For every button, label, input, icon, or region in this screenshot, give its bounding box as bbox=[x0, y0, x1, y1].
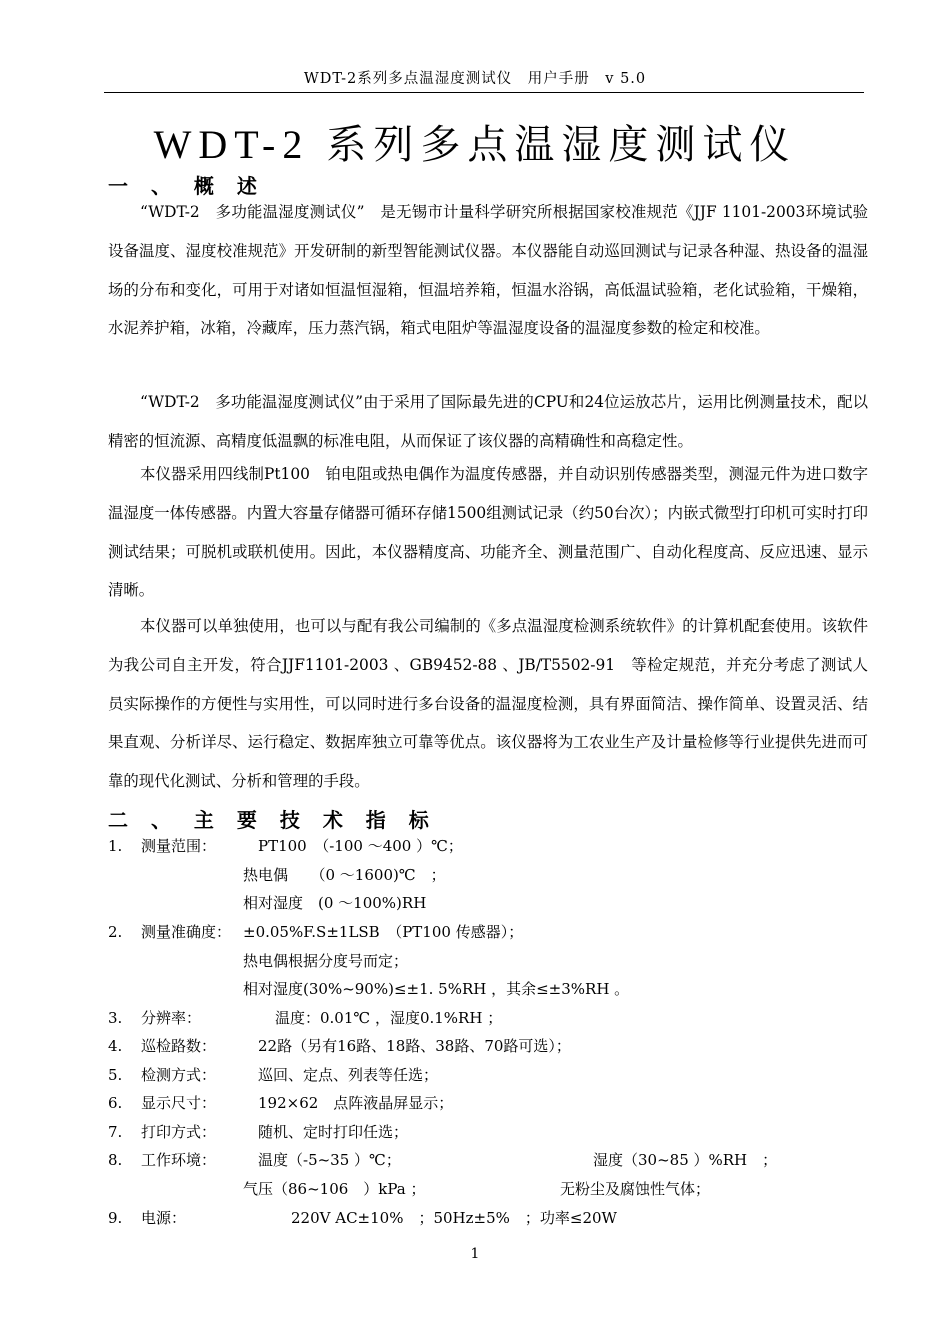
spec-number: 1. bbox=[108, 837, 123, 855]
overview-paragraph-4: 本仪器可以单独使用，也可以与配有我公司编制的《多点温湿度检测系统软件》的计算机配套使用。该软件为我公司自主开发，符合JJF1101-2003 、GB9452-88 、JB/T5502-91 等检定规范，并充分考虑了测试人员实际操作的方便性与实用性，可以同时进行多台设备的温湿度检测，具有界面简洁、操作简单、设置灵活、结果直观、分析详尽、运行稳定、数据库独立可靠等优点。该仪器将为工农业生产及计量检修等行业提供先进而可靠的现代化测试、分析和管理的手段。 bbox=[108, 617, 868, 791]
overview-paragraph-3: 本仪器采用四线制Pt100 铂电阻或热电偶作为温度传感器，并自动识别传感器类型，测湿元件为进口数字温湿度一体传感器。内置大容量存储器可循环存储1500组测试记录（约50台次）；内嵌式微型打印机可实时打印测试结果；可脱机或联机使用。因此，本仪器精度高、功能齐全、测量范围广、自动化程度高、反应迅速、显示清晰。 bbox=[108, 465, 868, 600]
spec-value: 无粉尘及腐蚀性气体； bbox=[560, 1180, 711, 1198]
spec-number: 5. bbox=[108, 1066, 123, 1084]
spec-value: 220V AC±10% ；50Hz±5% ；功率≤20W bbox=[291, 1209, 617, 1227]
spec-value: PT100 （-100 ～400 ）℃； bbox=[258, 837, 463, 855]
overview-paragraph-1: “WDT-2 多功能温湿度测试仪” 是无锡市计量科学研究所根据国家校准规范《JJF 1101-2003环境试验设备温度、湿度校准规范》开发研制的新型智能测试仪器。本仪器能自动巡回测试与记录各种湿、热设备的温湿场的分布和变化，可用于对诸如恒温恒湿箱，恒温培养箱，恒温水浴锅，高低温试验箱，老化试验箱，干燥箱，水泥养护箱，冰箱，冷藏库，压力蒸汽锅，箱式电阻炉等温湿度设备的温湿度参数的检定和校准。 bbox=[108, 203, 868, 338]
spec-value: 温度（-5~35 ）℃； bbox=[258, 1151, 401, 1169]
spec-label: 电源： bbox=[141, 1209, 187, 1227]
spec-value: 巡回、定点、列表等任选； bbox=[258, 1066, 439, 1084]
document-title: WDT-2 系列多点温湿度测试仪 bbox=[153, 122, 797, 167]
spec-label: 测量准确度： bbox=[141, 923, 232, 941]
spec-number: 4. bbox=[108, 1037, 123, 1055]
spec-number: 2. bbox=[108, 923, 123, 941]
running-header: WDT-2系列多点温湿度测试仪 用户手册 v 5.0 bbox=[303, 71, 647, 87]
spec-number: 7. bbox=[108, 1123, 123, 1141]
section-heading-overview: 一 、 概 述 bbox=[108, 174, 265, 198]
spec-label: 分辨率： bbox=[141, 1009, 202, 1027]
spec-label: 打印方式： bbox=[141, 1123, 217, 1141]
spec-value: ±0.05%F.S±1LSB （PT100 传感器）； bbox=[243, 923, 524, 941]
spec-value: 22路（另有16路、18路、38路、70路可选）； bbox=[258, 1037, 571, 1055]
spec-number: 9. bbox=[108, 1209, 123, 1227]
spec-label: 工作环境： bbox=[141, 1151, 217, 1169]
spec-value: 热电偶 （0 ～1600)℃ ； bbox=[243, 866, 446, 884]
section-heading-specs: 二 、 主 要 技 术 指 标 bbox=[108, 808, 437, 832]
spec-value: 相对湿度 (0 ～100%)RH bbox=[243, 894, 427, 912]
spec-number: 8. bbox=[108, 1151, 123, 1169]
spec-number: 3. bbox=[108, 1009, 123, 1027]
spec-value: 温度：0.01℃ ，湿度0.1%RH ； bbox=[275, 1009, 503, 1027]
overview-paragraph-2: “WDT-2 多功能温湿度测试仪”由于采用了国际最先进的CPU和24位运放芯片，运用比例测量技术，配以精密的恒流源、高精度低温飘的标准电阻，从而保证了该仪器的高精确性和高稳定性。 bbox=[108, 393, 868, 450]
spec-label: 巡检路数： bbox=[141, 1037, 217, 1055]
page-number: 1 bbox=[470, 1246, 480, 1262]
spec-value: 热电偶根据分度号而定； bbox=[243, 952, 409, 970]
spec-value: 随机、定时打印任选； bbox=[258, 1123, 409, 1141]
header-rule bbox=[104, 92, 864, 93]
spec-value: 相对湿度(30%~90%)≤±1. 5%RH ，其余≤±3%RH 。 bbox=[243, 980, 630, 998]
spec-label: 测量范围： bbox=[141, 837, 217, 855]
spec-number: 6. bbox=[108, 1094, 123, 1112]
spec-value: 湿度（30~85 ）%RH ； bbox=[593, 1151, 778, 1169]
spec-value: 气压（86~106 ）kPa ； bbox=[243, 1180, 426, 1198]
spec-label: 显示尺寸： bbox=[141, 1094, 217, 1112]
spec-value: 192×62 点阵液晶屏显示； bbox=[258, 1094, 454, 1112]
spec-label: 检测方式： bbox=[141, 1066, 217, 1084]
